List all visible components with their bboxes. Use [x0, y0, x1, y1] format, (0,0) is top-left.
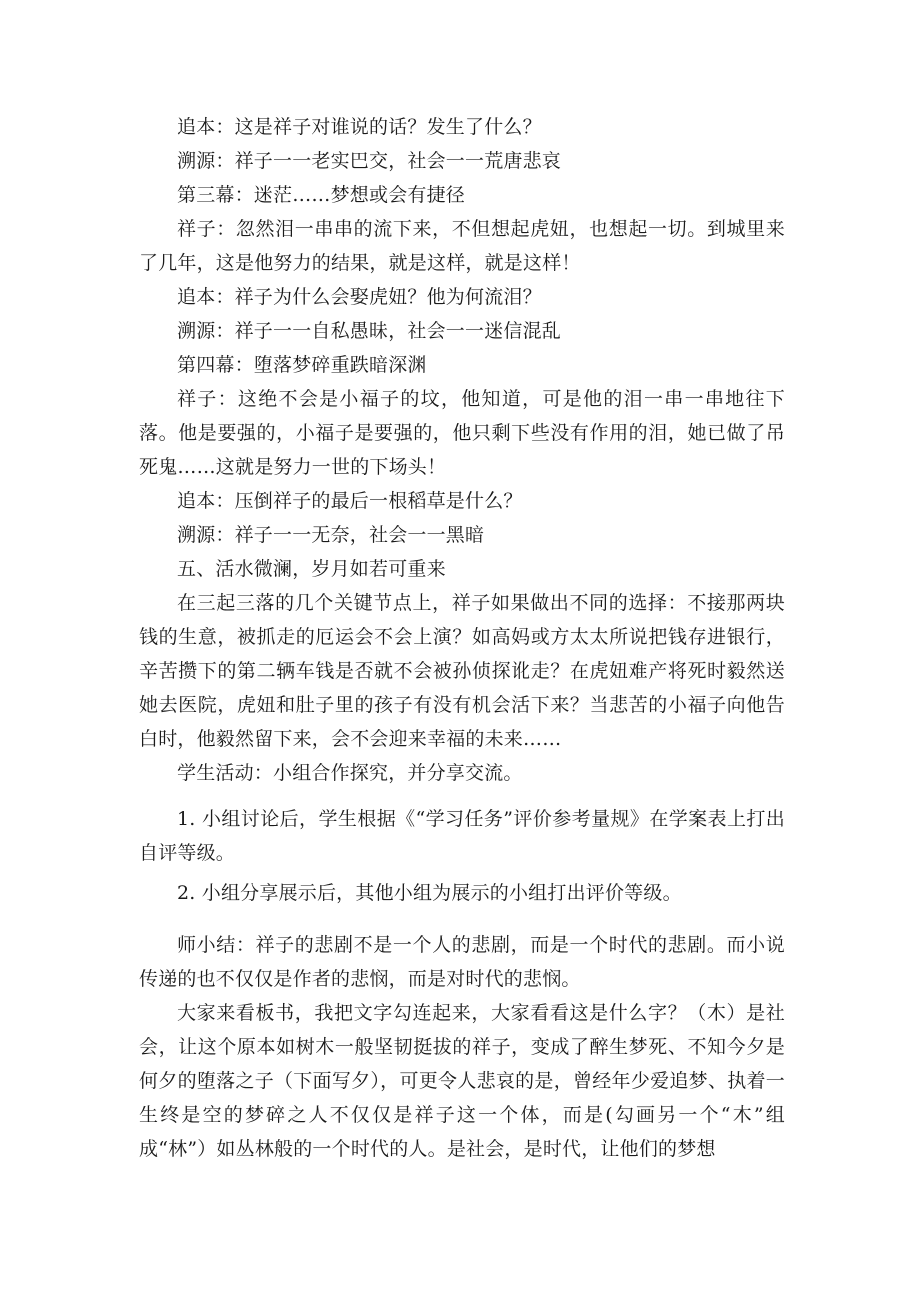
- paragraph-student-activity: 学生活动：小组合作探究，并分享交流。: [177, 762, 523, 784]
- paragraph-zhuiben-3: 追本：压倒祥子的最后一根稻草是什么？: [177, 490, 523, 512]
- closing-section: [139, 928, 785, 1166]
- paragraph-xiangzi-quote-2: 祥子：这绝不会是小福子的坟，他知道，可是他的泪一串一串地往下落。他是要强的，小福子是要强的，他只剩下些没有作用的泪，她已做了吊死鬼……这就是努力一世的下场头！: [139, 388, 785, 478]
- document-body: [139, 110, 785, 1166]
- paragraph-zhuiben-2: 追本：祥子为什么会娶虎妞？他为何流泪？: [177, 286, 542, 308]
- paragraph-suyuan-3: 溯源：祥子一一无奈，社会一一黑暗: [177, 524, 485, 546]
- paragraph-blackboard: 大家来看板书，我把文字勾连起来，大家看看这是什么字？（木）是社会，让这个原本如树木一般坚韧挺拔的祥子，变成了醉生梦死、不知今夕是何夕的堕落之子（下面写夕），可更令人悲哀的是，曾经年少爱追梦、执着一生终是空的梦碎之人不仅仅是祥子这一个体，而是(勾画另一个“木”组成“林”）如丛林般的一个时代的人。是社会，是时代，让他们的梦想: [139, 1002, 785, 1160]
- heading-section-five: 五、活水微澜，岁月如若可重来: [177, 558, 446, 580]
- list-item: 1. 小组讨论后，学生根据《“学习任务”评价参考量规》在学案表上打出自评等级。: [139, 808, 785, 864]
- activity-list: [139, 802, 785, 910]
- paragraph-suyuan-2: 溯源：祥子一一自私愚昧，社会一一迷信混乱: [177, 320, 562, 342]
- heading-act-three: 第三幕：迷茫……梦想或会有捷径: [177, 184, 466, 206]
- paragraph-xiangzi-quote-1: 祥子：忽然泪一串串的流下来，不但想起虎妞，也想起一切。到城里来了几年，这是他努力的结果，就是这样，就是这样！: [139, 218, 785, 274]
- heading-act-four: 第四幕：堕落梦碎重跌暗深渊: [177, 354, 427, 376]
- paragraph-teacher-summary: 师小结：祥子的悲剧不是一个人的悲剧，而是一个时代的悲剧。而小说传递的也不仅仅是作者的悲悯，而是对时代的悲悯。: [139, 934, 785, 990]
- list-item: 2. 小组分享展示后，其他小组为展示的小组打出评价等级。: [177, 882, 682, 904]
- paragraph-suyuan-1: 溯源：祥子一一老实巴交，社会一一荒唐悲哀: [177, 150, 562, 172]
- paragraph-zhuiben-1: 追本：这是祥子对谁说的话？发生了什么？: [177, 116, 542, 138]
- paragraph-choices: 在三起三落的几个关键节点上，祥子如果做出不同的选择：不接那两块钱的生意，被抓走的厄运会不会上演？如高妈或方太太所说把钱存进银行，辛苦攒下的第二辆车钱是否就不会被孙侦探讹走？在虎妞难产将死时毅然送她去医院，虎妞和肚子里的孩子有没有机会活下来？当悲苦的小福子向他告白时，他毅然留下来，会不会迎来幸福的未来……: [139, 592, 785, 750]
